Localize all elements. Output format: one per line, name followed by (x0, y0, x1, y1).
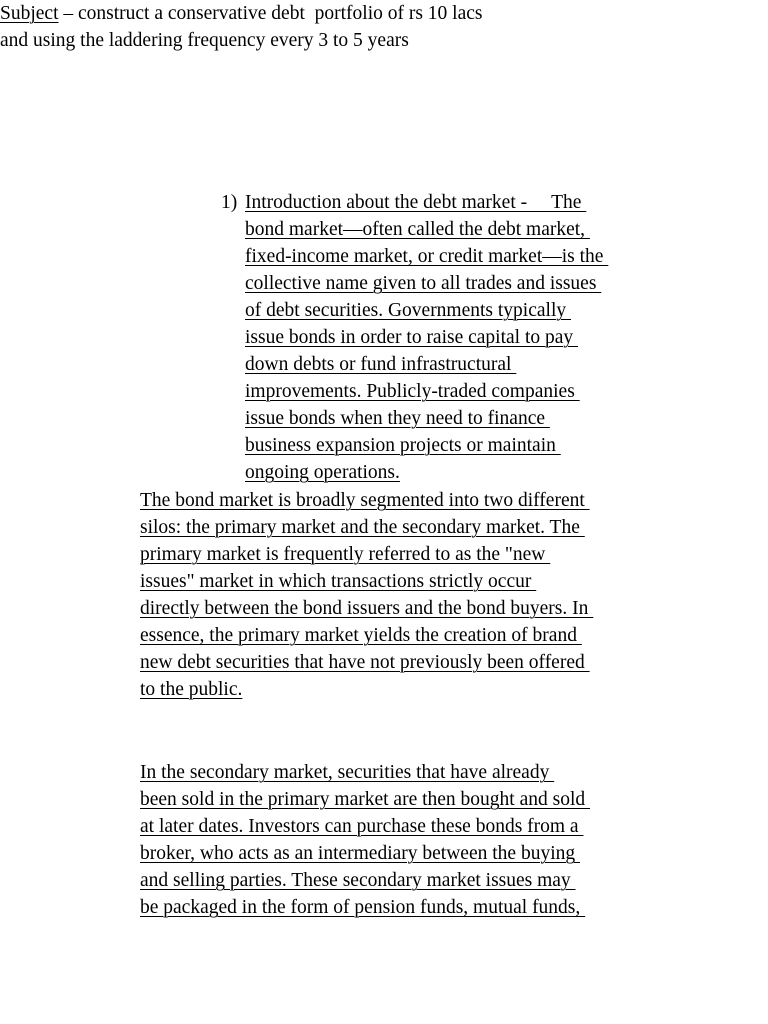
text-line: collective name given to all trades and issues (245, 273, 602, 294)
text-line: improvements. Publicly-traded companies (245, 381, 580, 402)
text-line: primary market is frequently referred to as the "new (140, 544, 551, 565)
text-line: issues" market in which transactions strictly occur (140, 571, 537, 592)
text-line: directly between the bond issuers and the bond buyers. In (140, 598, 594, 619)
text-line: been sold in the primary market are then bought and sold (140, 789, 591, 810)
text-line: at later dates. Investors can purchase these bonds from a (140, 816, 584, 837)
paragraph-secondary-market (140, 759, 590, 921)
text-line: down debts or fund infrastructural (245, 354, 517, 375)
text-line: be packaged in the form of pension funds, mutual funds, (140, 897, 586, 918)
text-line: and selling parties. These secondary market issues may (140, 870, 576, 891)
subject-line-1 (0, 0, 768, 27)
list-number: 1) (221, 192, 238, 213)
text-line: broker, who acts as an intermediary between the buying (140, 843, 580, 864)
text-line: to the public. (140, 679, 243, 700)
text-line: silos: the primary market and the secondary market. The (140, 517, 585, 538)
text-line: business expansion projects or maintain (245, 435, 561, 456)
text-line: new debt securities that have not previously been offered (140, 652, 590, 673)
subject-label: Subject (0, 3, 59, 24)
subject-text: – construct a conservative debt portfolio of rs 10 lacs (58, 3, 483, 24)
text-line: essence, the primary market yields the creation of brand (140, 625, 582, 646)
text-line: In the secondary market, securities that have already (140, 762, 555, 783)
text-line: Introduction about the debt market - The (245, 192, 587, 213)
subject-heading (0, 0, 768, 54)
text-line: fixed-income market, or credit market—is the (245, 246, 609, 267)
text-line: ongoing operations. (245, 462, 400, 483)
text-line: issue bonds when they need to finance (245, 408, 550, 429)
text-line: bond market—often called the debt market, (245, 219, 590, 240)
subject-line-2: and using the laddering frequency every 3 to 5 years (0, 30, 409, 51)
intro-section (245, 189, 608, 486)
text-line: issue bonds in order to raise capital to pay (245, 327, 579, 348)
paragraph-primary-market (140, 487, 593, 703)
text-line: The bond market is broadly segmented into two different (140, 490, 590, 511)
text-line: of debt securities. Governments typically (245, 300, 571, 321)
